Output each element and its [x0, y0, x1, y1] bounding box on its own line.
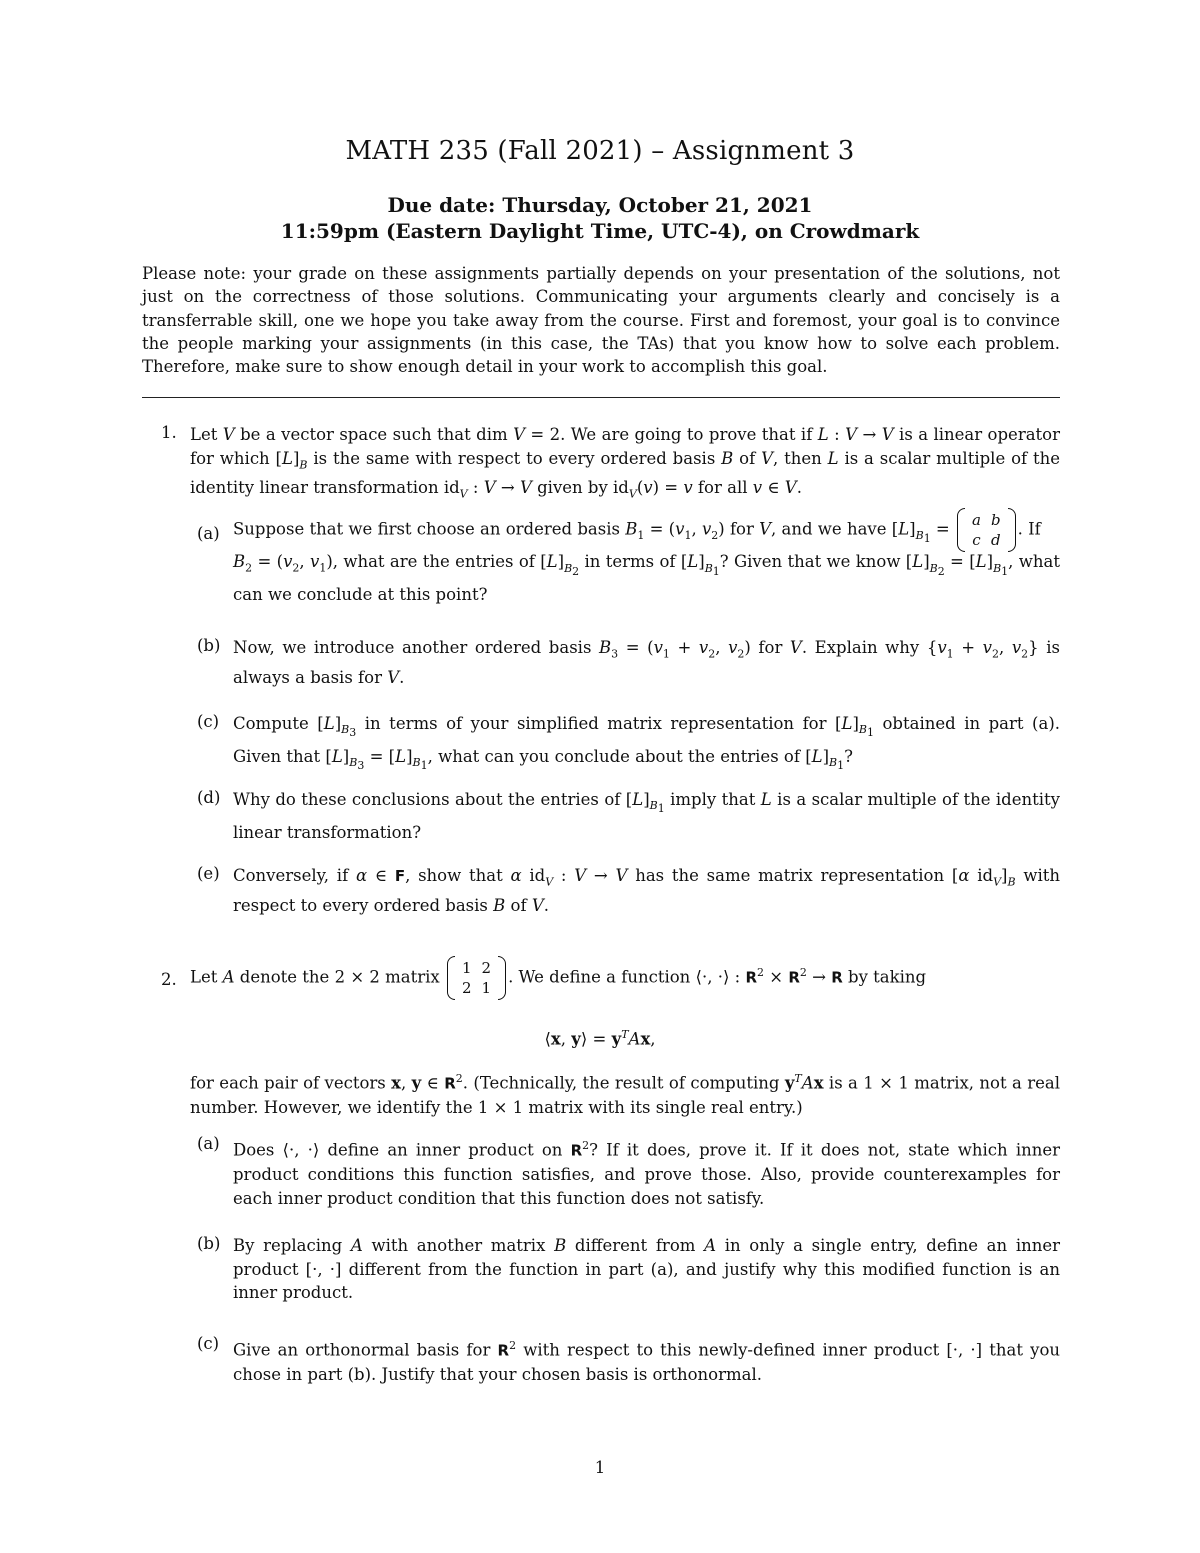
- divider: [142, 397, 1060, 398]
- q1e-text: Conversely, if α ∈ F, show that α $id_V$ : V → V has the same matrix representation [α $id_V]_B$ with respect to every ordered basis B of V.: [233, 866, 1060, 915]
- q2a-label: (a): [197, 1134, 220, 1153]
- page-number: 1: [594, 1458, 606, 1477]
- q1a-label: (a): [197, 524, 220, 543]
- q2c-label: (c): [197, 1334, 220, 1353]
- question-1-number: 1.: [161, 423, 177, 442]
- question-1-intro: Let V be a vector space such that dim V = 2. We are going to prove that if L : V → V is a linear operator for which $[L]_B$ is the same with respect to every ordered basis B of V, then L is a scalar multiple of the identity linear transformation $id_V$ : V → V given by $id_V(v) = v$ for all v ∈ V.: [190, 425, 1060, 501]
- q1b-label: (b): [197, 636, 221, 655]
- q1d-label: (d): [197, 788, 221, 807]
- question-2-note: for each pair of vectors x, y ∈ $R^2$. (Technically, the result of computing $y^TAx$ is a 1 × 1 matrix, not a real number. However, we identify the 1 × 1 matrix with its single real entry.): [190, 1072, 1060, 1117]
- matrix-abcd: a b c d: [957, 510, 1016, 550]
- question-2-intro: Let A denote the 2 × 2 matrix 1 2 2 1 . We define a function ⟨·, ·⟩ : $R^2 \times R^2 \to R$ by taking: [190, 959, 927, 997]
- q2b-text: By replacing A with another matrix B different from A in only a single entry, define an inner product [·, ·] different from the function in part (a), and justify why this modified function is an inner product.: [233, 1236, 1061, 1302]
- q1c-label: (c): [197, 712, 220, 731]
- due-time: 11:59pm (Eastern Daylight Time, UTC-4), on Crowdmark: [280, 219, 920, 243]
- q1a-text: Suppose that we first choose an ordered basis $B_1 = (v_1$, $v_2$) for V, and we have $[L]_{B_1}$ = a b c d . If $B_2 = (v_2$, $v_1$), what are the entries of $[L]_{B_2}$ in terms of $[L]_{B_1}$? Given that we know $[L]_{B_2} = [L]_{B_1}$, what can we conclude at this point?: [233, 511, 1060, 605]
- q1e-label: (e): [197, 864, 220, 883]
- presentation-note: Please note: your grade on these assignments partially depends on your presentation of the solutions, not just on the correctness of those solutions. Communicating your arguments clearly and concisely is a transferrable skill, one we hope you take away from the course. First and foremost, your goal is to convince the people marking your assignments (in this case, the TAs) that you know how to solve each problem. Therefore, make sure to show enough detail in your work to accomplish this goal.: [142, 264, 1060, 377]
- q1c-text: Compute $[L]_{B_3}$ in terms of your simplified matrix representation for $[L]_{B_1}$ obtained in part (a). Given that $[L]_{B_3} = [L]_{B_1}$, what can you conclude about the entries of $[L]_{B_1}$?: [233, 714, 1061, 773]
- q2c-text: Give an orthonormal basis for $R^2$ with respect to this newly-defined inner product [·, ·] that you chose in part (b). Justify that your chosen basis is orthonormal.: [233, 1339, 1060, 1384]
- q1b-text: Now, we introduce another ordered basis $B_3 = (v_1 + v_2$, $v_2$) for V. Explain why {$v_1 + v_2$, $v_2$} is always a basis for V.: [233, 638, 1060, 687]
- q2b-label: (b): [197, 1234, 221, 1253]
- q2a-text: Does ⟨·, ·⟩ define an inner product on $R^2$? If it does, prove it. If it does not, state which inner product conditions this function satisfies, and prove those. Also, provide counterexamples for each inner product condition that this function does not satisfy.: [233, 1139, 1060, 1208]
- q1d-text: Why do these conclusions about the entries of $[L]_{B_1}$ imply that L is a scalar multiple of the identity linear transformation?: [233, 790, 1060, 842]
- question-2-number: 2.: [161, 970, 177, 989]
- due-date: Due date: Thursday, October 21, 2021: [387, 193, 813, 217]
- inner-product-definition: ⟨x, y⟩ = $y^TAx$,: [544, 1028, 656, 1049]
- page-title: MATH 235 (Fall 2021) – Assignment 3: [345, 136, 855, 166]
- matrix-a: 1 2 2 1: [447, 958, 506, 998]
